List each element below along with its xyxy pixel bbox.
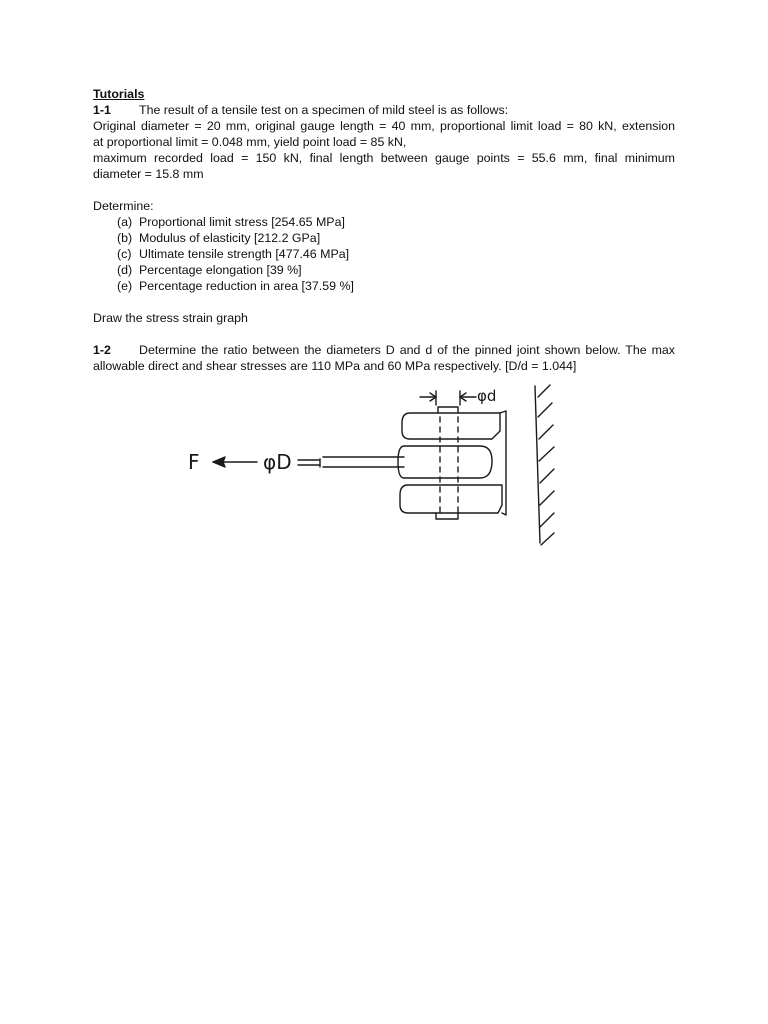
question-2-line-1: Determine the ratio between the diameters D and d of the pinned joint shown below. The max: [139, 343, 675, 357]
force-arrow: [213, 457, 257, 467]
rod-dimension-arrow: [298, 459, 320, 467]
list-item-label: (b): [117, 231, 133, 245]
spacer: [93, 182, 675, 198]
question-1-data-line-1: Original diameter = 20 mm, original gauge length = 40 mm, proportional limit load = 80 kN, extension: [93, 119, 675, 133]
pinned-joint-sketch: [180, 383, 580, 548]
pinned-joint-diagram: [180, 383, 580, 548]
question-1-data-line-2: at proportional limit = 0.048 mm, yield point load = 85 kN,: [93, 135, 407, 149]
graph-instruction: Draw the stress strain graph: [93, 311, 248, 325]
question-1-intro: The result of a tensile test on a specimen of mild steel is as follows:: [139, 103, 509, 117]
list-item-label: (c): [117, 247, 132, 261]
pin-dimension-arrows: [420, 391, 476, 405]
question-2-line-2: allowable direct and shear stresses are 110 MPa and 60 MPa respectively. [D/d = 1.044]: [93, 359, 577, 373]
question-2-number: 1-2: [93, 343, 111, 357]
rod-eye: [398, 446, 492, 478]
clevis-top-leg: [402, 413, 500, 439]
list-item-label: (a): [117, 215, 133, 229]
list-item-text: Modulus of elasticity [212.2 GPa]: [139, 231, 321, 245]
question-2-header: [93, 342, 675, 358]
clevis-bottom-leg: [400, 485, 502, 513]
rod: [323, 457, 404, 467]
question-1-data-line-3: maximum recorded load = 150 kN, final length between gauge points = 55.6 mm, final minimum: [93, 151, 675, 165]
list-item: [93, 214, 675, 230]
list-item-text: Proportional limit stress [254.65 MPa]: [139, 215, 345, 229]
list-item-text: Ultimate tensile strength [477.46 MPa]: [139, 247, 350, 261]
list-item-text: Percentage reduction in area [37.59 %]: [139, 279, 354, 293]
list-item-label: (e): [117, 279, 133, 293]
list-item-text: Percentage elongation [39 %]: [139, 263, 302, 277]
wall: [535, 385, 554, 545]
pin: [436, 407, 458, 519]
answer-list: [93, 214, 675, 294]
list-item: [93, 278, 675, 294]
question-1-number: 1-1: [93, 103, 111, 117]
clevis-back: [500, 411, 506, 515]
list-item: [93, 246, 675, 262]
list-item: [93, 262, 675, 278]
spacer: [93, 326, 675, 342]
spacer: [93, 294, 675, 310]
page-title: Tutorials: [93, 87, 145, 101]
force-label: F: [188, 450, 200, 474]
question-1-data-line-4: diameter = 15.8 mm: [93, 167, 204, 181]
rod-diameter-label: φD: [263, 450, 292, 474]
pin-diameter-label: φd: [477, 387, 497, 405]
determine-label: Determine:: [93, 199, 154, 213]
list-item-label: (d): [117, 263, 133, 277]
list-item: [93, 230, 675, 246]
question-1-header: [93, 102, 675, 118]
document-body: [93, 86, 675, 374]
